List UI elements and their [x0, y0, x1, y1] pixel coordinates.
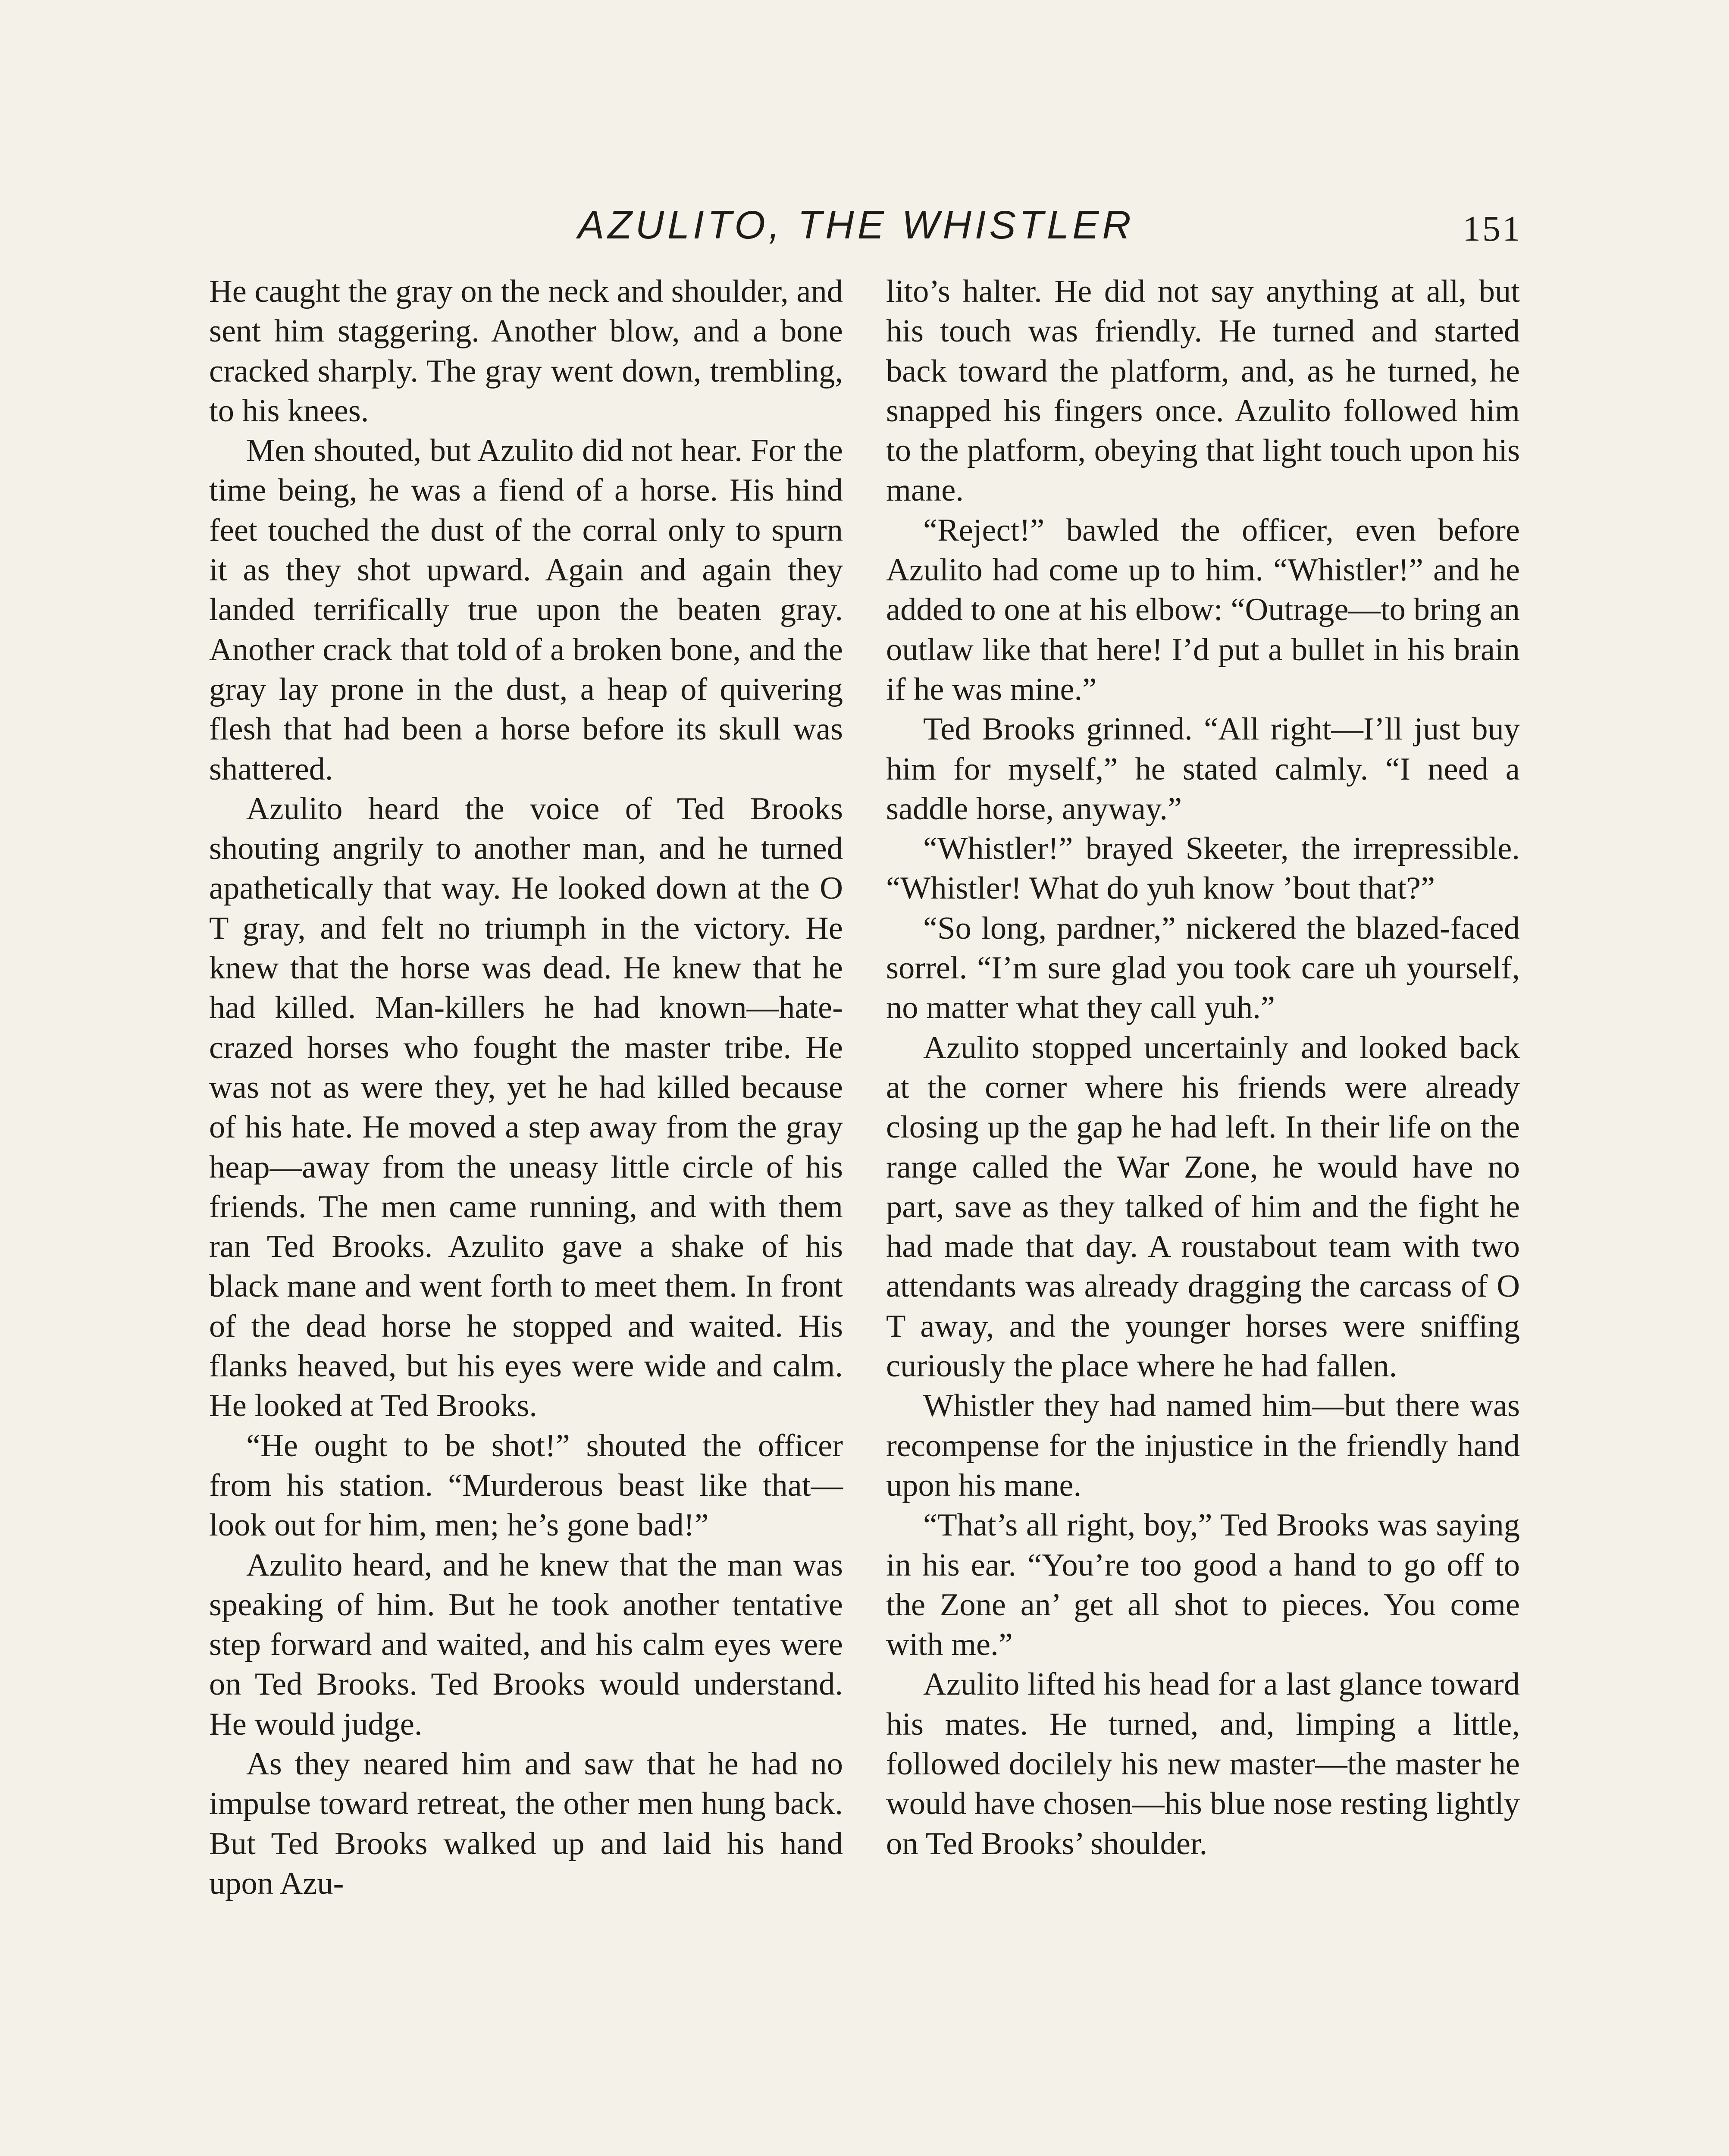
paragraph: Azulito heard the voice of Ted Brooks shouting angrily to another man, and he turned apathetically that way. He looked down at the O T gray, and felt no triumph in the victory. He knew that the horse was dead. He knew that he had killed. Man-killers he had known—hate-crazed horses who fought the master tribe. He was not as were they, yet he had killed because of his hate. He moved a step away from the gray heap—away from the uneasy little circle of his friends. The men came running, and with them ran Ted Brooks. Azulito gave a shake of his black mane and went forth to meet them. In front of the dead horse he stopped and waited. His flanks heaved, but his eyes were wide and calm. He looked at Ted Brooks. [209, 791, 843, 1424]
paragraph: Azulito heard, and he knew that the man was speaking of him. But he took another tentative step forward and waited, and his calm eyes were on Ted Brooks. Ted Brooks would understand. He would judge. [209, 1547, 843, 1742]
paragraph: “That’s all right, boy,” Ted Brooks was saying in his ear. “You’re too good a hand to go off to the Zone an’ get all shot to pieces. You come with me.” [886, 1507, 1520, 1663]
paragraph: Ted Brooks grinned. “All right—I’ll just buy him for myself,” he stated calmly. “I need a saddle horse, anyway.” [886, 711, 1520, 827]
paragraph: Men shouted, but Azulito did not hear. For the time being, he was a fiend of a horse. His hind feet touched the dust of the corral only to spurn it as they shot upward. Again and again they landed terrifically true upon the beaten gray. Another crack that told of a broken bone, and the gray lay prone in the dust, a heap of quivering flesh that had been a horse before its skull was shattered. [209, 433, 843, 787]
paragraph: “He ought to be shot!” shouted the officer from his station. “Murderous beast like that—look out for him, men; he’s gone bad!” [209, 1428, 843, 1543]
paragraph: He caught the gray on the neck and shoulder, and sent him staggering. Another blow, and a bone cracked sharply. The gray went down, trembling, to his knees. [209, 274, 843, 429]
paragraph: Whistler they had named him—but there was recompense for the injustice in the friendly hand upon his mane. [886, 1388, 1520, 1503]
running-title: AZULITO, THE WHISTLER [578, 203, 1134, 247]
left-column [209, 272, 843, 1903]
page-header [211, 198, 1522, 259]
paragraph: “So long, pardner,” nickered the blazed-faced sorrel. “I’m sure glad you took care uh yourself, no matter what they call yuh.” [886, 910, 1520, 1026]
paragraph: “Whistler!” brayed Skeeter, the irrepressible. “Whistler! What do yuh know ’bout that?” [886, 831, 1520, 906]
paragraph: “Reject!” bawled the officer, even before Azulito had come up to him. “Whistler!” and he added to one at his elbow: “Outrage—to bring an outlaw like that here! I’d put a bullet in his brain if he was mine.” [886, 512, 1520, 707]
right-column [886, 272, 1520, 1864]
paragraph: Azulito stopped uncertainly and looked back at the corner where his friends were already closing up the gap he had left. In their life on the range called the War Zone, he would have no part, save as they talked of him and the fight he had made that day. A roustabout team with two attendants was already dragging the carcass of O T away, and the younger horses were sniffing curiously the place where he had fallen. [886, 1030, 1520, 1384]
paragraph: Azulito lifted his head for a last glance toward his mates. He turned, and, limping a little, followed docilely his new master—the master he would have chosen—his blue nose resting lightly on Ted Brooks’ shoulder. [886, 1667, 1520, 1861]
paragraph: As they neared him and saw that he had no impulse toward retreat, the other men hung back. But Ted Brooks walked up and laid his hand upon Azu- [209, 1746, 843, 1901]
paragraph: lito’s halter. He did not say anything at all, but his touch was friendly. He turned and started back toward the platform, and, as he turned, he snapped his fingers once. Azulito followed him to the platform, obeying that light touch upon his mane. [886, 274, 1520, 508]
page-number: 151 [1463, 209, 1522, 249]
